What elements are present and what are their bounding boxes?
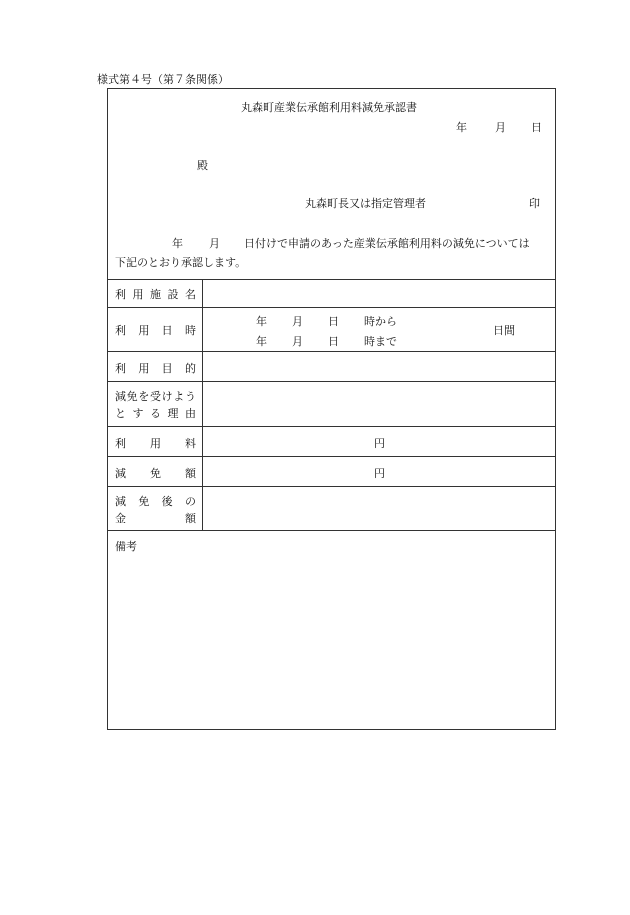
from-year: 年 [256, 315, 267, 328]
after-amount-label-line2: 金 額 [115, 512, 196, 525]
row-divider [108, 307, 555, 308]
label-column-divider [202, 279, 203, 530]
remarks-field[interactable] [112, 555, 551, 723]
row-divider [108, 486, 555, 487]
to-month: 月 [292, 335, 303, 348]
purpose-label: 利 用 目 的 [115, 362, 196, 375]
form-number-label: 様式第４号（第７条関係） [97, 73, 229, 86]
body-date-year: 年 [172, 237, 183, 250]
body-text-line1: 日付けで申請のあった産業伝承館利用料の減免については [244, 237, 530, 250]
from-day: 日 [328, 315, 339, 328]
row-divider [108, 279, 555, 280]
remarks-label: 備考 [115, 540, 137, 553]
to-day: 日 [328, 335, 339, 348]
reason-label-line2: と す る 理 由 [115, 407, 196, 420]
after-amount-label-line1: 減 免 後 の [115, 495, 196, 508]
approval-form [107, 88, 556, 730]
fee-unit: 円 [374, 437, 385, 450]
addressee-suffix: 殿 [197, 159, 208, 172]
to-time: 時まで [364, 335, 397, 348]
from-month: 月 [292, 315, 303, 328]
facility-label: 利 用 施 設 名 [115, 288, 196, 301]
row-divider [108, 530, 555, 531]
body-text-line2: 下記のとおり承認します。 [115, 256, 247, 269]
from-time: 時から [364, 315, 397, 328]
reduction-label: 減 免 額 [115, 467, 196, 480]
issue-date-day: 日 [531, 121, 542, 134]
reduction-unit: 円 [374, 467, 385, 480]
purpose-field[interactable] [206, 355, 552, 377]
issue-date-month: 月 [495, 121, 506, 134]
issuer-name: 丸森町長又は指定管理者 [305, 197, 426, 210]
to-year: 年 [256, 335, 267, 348]
issue-date-year: 年 [456, 121, 467, 134]
datetime-label: 利 用 日 時 [115, 324, 196, 337]
row-divider [108, 351, 555, 352]
seal-mark: 印 [529, 197, 540, 210]
reason-label-line1: 減 免 を 受 け よ う [115, 390, 196, 403]
document-title: 丸森町産業伝承館利用料減免承認書 [241, 101, 417, 114]
row-divider [108, 381, 555, 382]
days-suffix: 日間 [493, 324, 515, 337]
after-amount-field[interactable] [206, 490, 552, 527]
body-date-month: 月 [209, 237, 220, 250]
facility-field[interactable] [206, 282, 552, 304]
reason-field[interactable] [206, 385, 552, 422]
row-divider [108, 426, 555, 427]
fee-label: 利 用 料 [115, 437, 196, 450]
row-divider [108, 456, 555, 457]
